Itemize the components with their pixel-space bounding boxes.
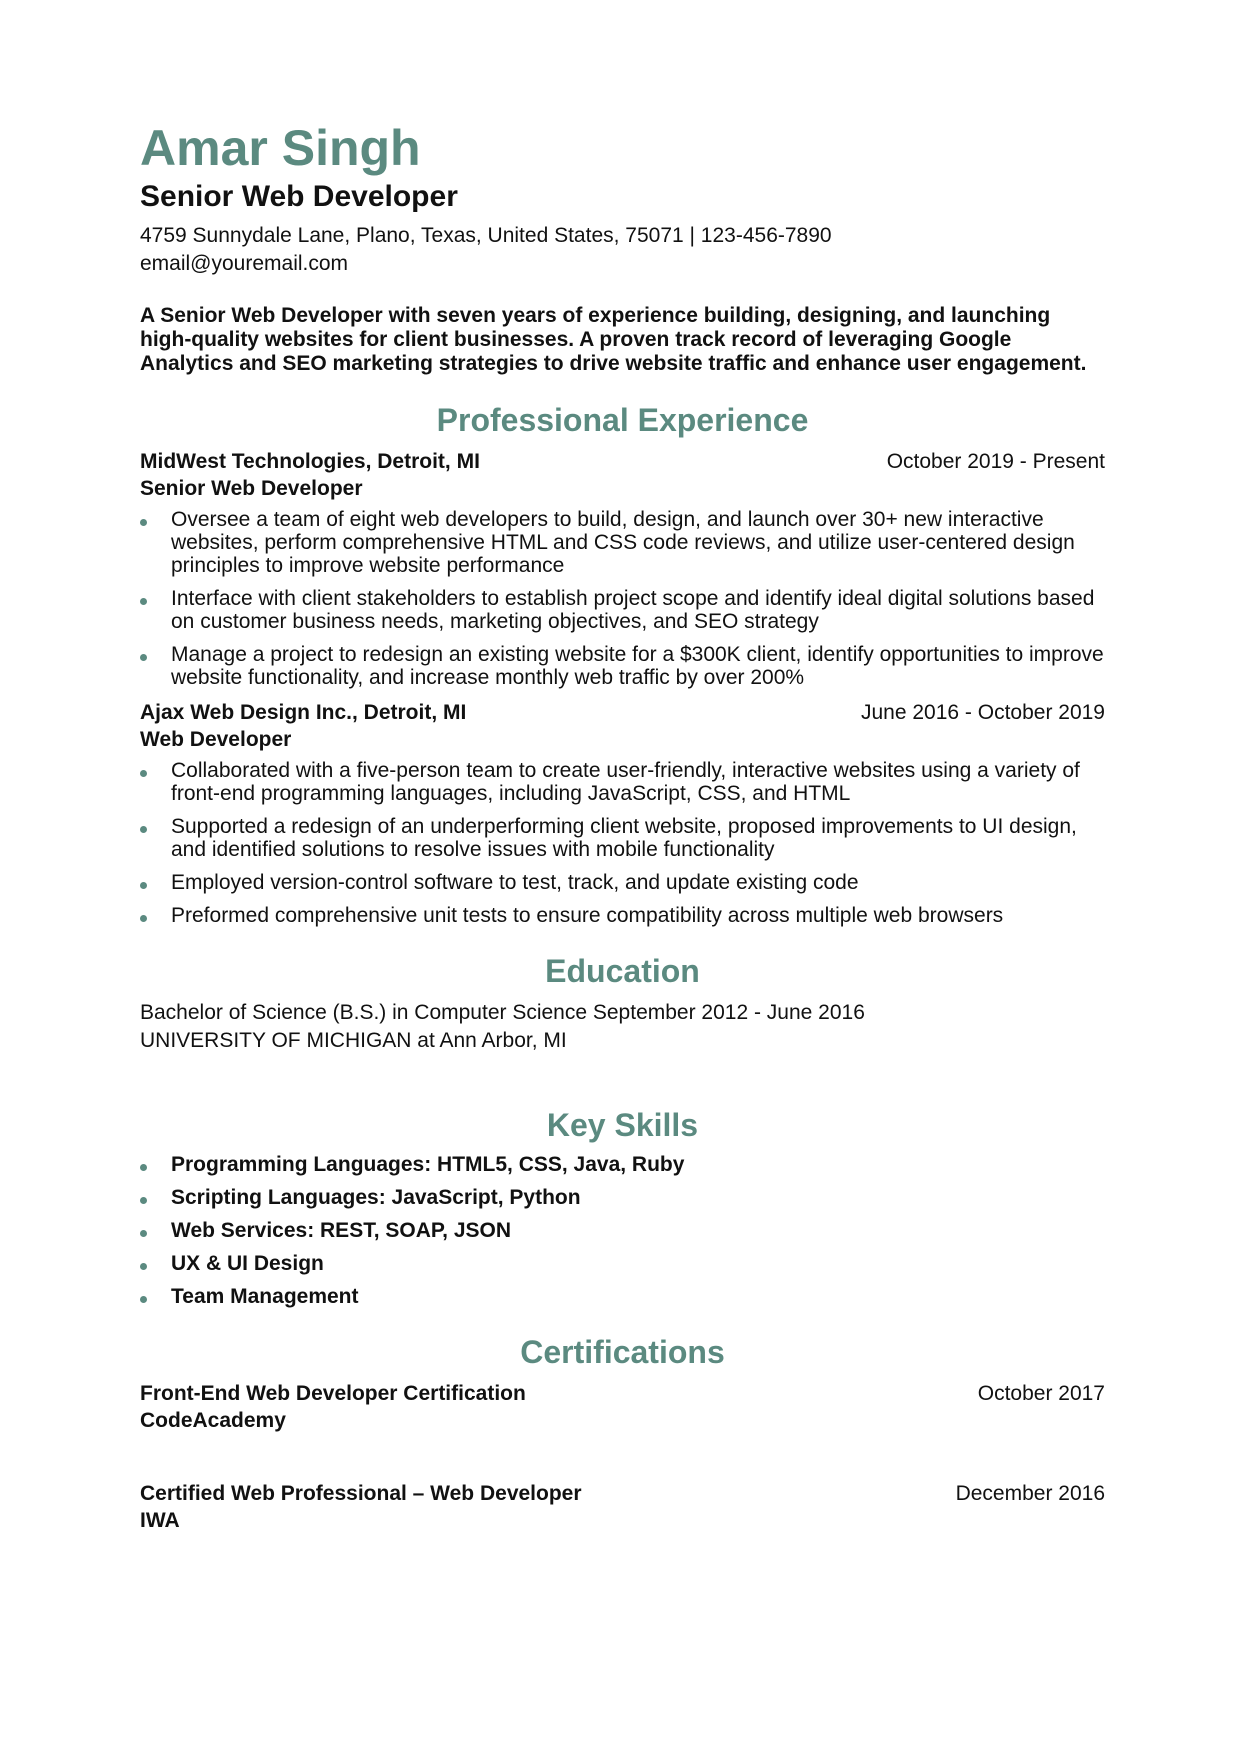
job-role: Web Developer xyxy=(140,728,292,751)
bullet-item xyxy=(140,587,1105,633)
certification-name: Certified Web Professional – Web Developer xyxy=(140,1482,582,1505)
skill-text: Team Management xyxy=(171,1285,359,1308)
bullet-text: Supported a redesign of an underperforming client website, proposed improvements to UI design, and identified solutions to resolve issues with mobile functionality xyxy=(171,815,1077,861)
bullet-item xyxy=(140,643,1105,689)
bullet-dot-icon xyxy=(140,1296,147,1303)
job-dates: October 2019 - Present xyxy=(886,450,1105,473)
bullet-dot-icon xyxy=(140,826,147,833)
bullet-dot-icon xyxy=(140,1197,147,1204)
bullet-dot-icon xyxy=(140,598,147,605)
professional-summary: A Senior Web Developer with seven years of experience building, designing, and launching high-quality websites for client businesses. A proven track record of leveraging Google Analytics and SEO marketing strategies to drive website traffic and enhance user engagement. xyxy=(140,304,1087,375)
certification-row xyxy=(140,1380,1105,1407)
skill-item xyxy=(140,1186,1105,1209)
bullet-text: Oversee a team of eight web developers to build, design, and launch over 30+ new interactive websites, perform comprehensive HTML and CSS code reviews, and utilize user-centered design principles to improve website performance xyxy=(171,508,1075,577)
certification-date: October 2017 xyxy=(977,1382,1105,1405)
bullet-item xyxy=(140,871,1105,894)
section-heading-certifications: Certifications xyxy=(520,1334,725,1370)
job-role: Senior Web Developer xyxy=(140,477,363,500)
bullet-text: Interface with client stakeholders to establish project scope and identify ideal digital solutions based on customer business needs, marketing objectives, and SEO strategy xyxy=(171,587,1095,633)
bullet-dot-icon xyxy=(140,1263,147,1270)
job-company: MidWest Technologies, Detroit, MI xyxy=(140,450,480,473)
education-degree: Bachelor of Science (B.S.) in Computer Science September 2012 - June 2016 xyxy=(140,1001,865,1024)
bullet-text: Manage a project to redesign an existing website for a $300K client, identify opportunities to improve website functionality, and increase monthly web traffic by over 200% xyxy=(171,643,1104,689)
bullet-item xyxy=(140,759,1105,805)
skill-item xyxy=(140,1219,1105,1242)
certification-name: Front-End Web Developer Certification xyxy=(140,1382,526,1405)
certification-issuer: IWA xyxy=(140,1509,180,1532)
job-dates: June 2016 - October 2019 xyxy=(860,701,1105,724)
bullet-dot-icon xyxy=(140,1230,147,1237)
job-header-row xyxy=(140,448,1105,475)
bullet-item xyxy=(140,508,1105,577)
skills-list xyxy=(140,1153,1105,1308)
bullet-text: Preformed comprehensive unit tests to ensure compatibility across multiple web browsers xyxy=(171,904,1004,927)
bullet-text: Collaborated with a five-person team to create user-friendly, interactive websites using a variety of front-end programming languages, including JavaScript, CSS, and HTML xyxy=(171,759,1080,805)
job-entry xyxy=(140,699,1105,927)
education-school: UNIVERSITY OF MICHIGAN at Ann Arbor, MI xyxy=(140,1029,567,1052)
bullet-text: Employed version-control software to test, track, and update existing code xyxy=(171,871,859,894)
skill-item xyxy=(140,1153,1105,1176)
bullet-dot-icon xyxy=(140,770,147,777)
certification-issuer: CodeAcademy xyxy=(140,1409,286,1432)
job-bullets xyxy=(140,759,1105,927)
certification-row xyxy=(140,1480,1105,1507)
section-heading-experience: Professional Experience xyxy=(436,402,809,438)
bullet-dot-icon xyxy=(140,1164,147,1171)
job-entry xyxy=(140,448,1105,689)
job-bullets xyxy=(140,508,1105,689)
bullet-item xyxy=(140,815,1105,861)
skill-item xyxy=(140,1252,1105,1275)
candidate-title: Senior Web Developer xyxy=(140,180,458,213)
bullet-dot-icon xyxy=(140,654,147,661)
bullet-dot-icon xyxy=(140,519,147,526)
section-heading-education: Education xyxy=(545,953,700,989)
certification-date: December 2016 xyxy=(955,1482,1105,1505)
bullet-item xyxy=(140,904,1105,927)
skill-text: Web Services: REST, SOAP, JSON xyxy=(171,1219,512,1242)
bullet-dot-icon xyxy=(140,915,147,922)
candidate-name: Amar Singh xyxy=(140,120,421,176)
skill-text: UX & UI Design xyxy=(171,1252,324,1275)
skill-text: Programming Languages: HTML5, CSS, Java, Ruby xyxy=(171,1153,685,1176)
section-heading-skills: Key Skills xyxy=(546,1107,699,1143)
skill-text: Scripting Languages: JavaScript, Python xyxy=(171,1186,581,1209)
contact-email: email@youremail.com xyxy=(140,252,349,275)
certification-entry xyxy=(140,1380,1105,1434)
certification-entry xyxy=(140,1480,1105,1534)
contact-address-phone: 4759 Sunnydale Lane, Plano, Texas, United States, 75071 | 123-456-7890 xyxy=(140,224,832,247)
job-company: Ajax Web Design Inc., Detroit, MI xyxy=(140,701,467,724)
bullet-dot-icon xyxy=(140,882,147,889)
job-header-row xyxy=(140,699,1105,726)
skill-item xyxy=(140,1285,1105,1308)
